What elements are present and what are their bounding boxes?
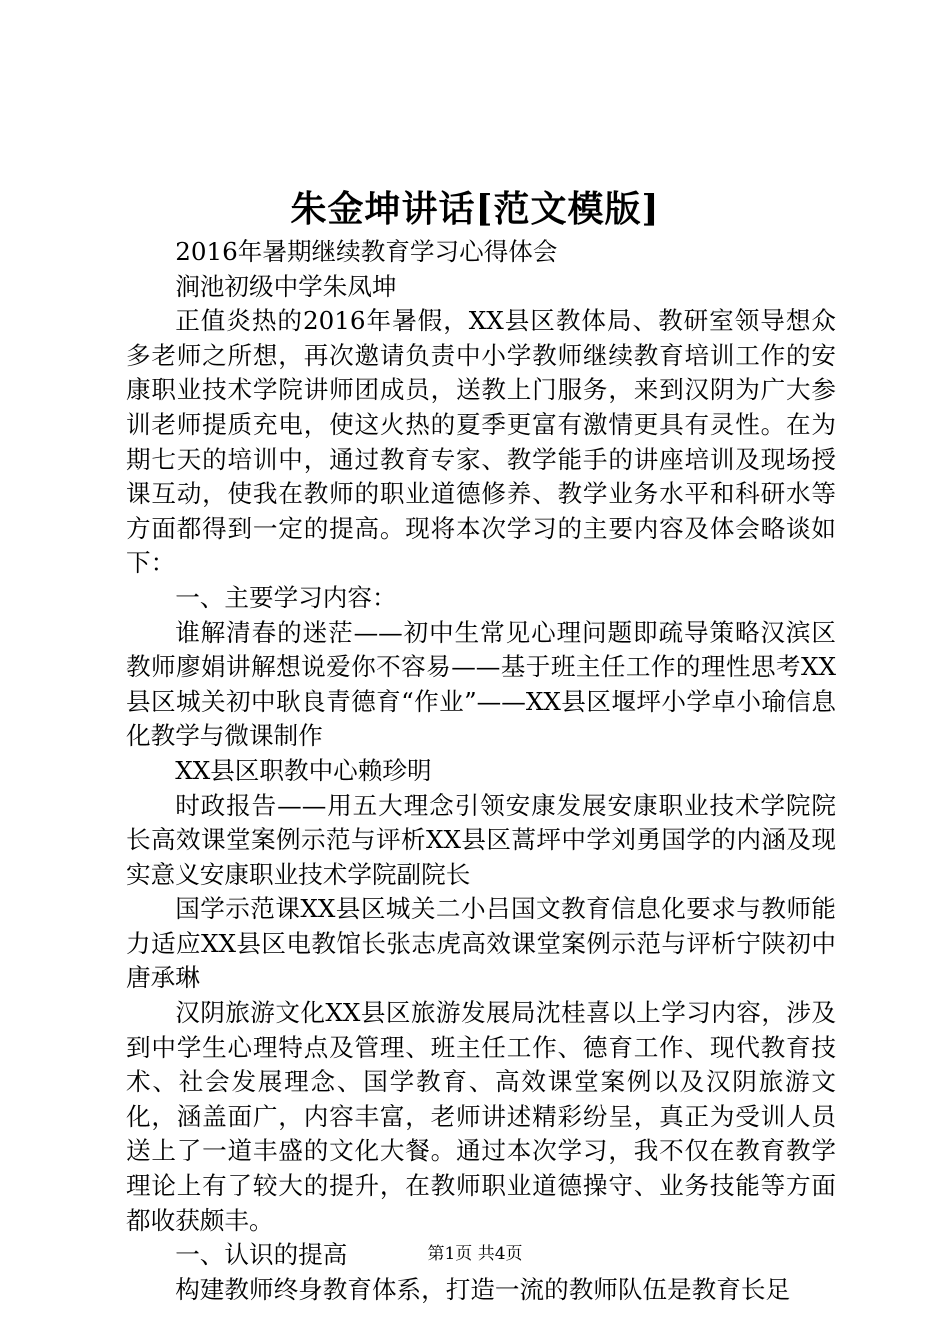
paragraph-topics-4: 国学示范课XX县区城关二小吕国文教育信息化要求与教师能力适应XX县区电教馆长张志虎高效课堂案例示范与评析宁陕初中唐承琳	[126, 894, 836, 993]
paragraph-topics-1: 谁解清春的迷茫——初中生常见心理问题即疏导策略汉滨区教师廖娟讲解想说爱你不容易——基于班主任工作的理性思考XX县区城关初中耿良青德育“作业”——XX县区堰坪小学卓小瑜信息化教学与微课制作	[126, 617, 836, 751]
paragraph-topics-3: 时政报告——用五大理念引领安康发展安康职业技术学院院长高效课堂案例示范与评析XX县区蒿坪中学刘勇国学的内涵及现实意义安康职业技术学院副院长	[126, 790, 836, 889]
paragraph-heading-content: 一、主要学习内容：	[175, 582, 397, 612]
document-title: 朱金坤讲话[范文模版]	[290, 188, 660, 230]
paragraph-summary: 汉阴旅游文化XX县区旅游发展局沈桂喜以上学习内容，涉及到中学生心理特点及管理、班主任工作、德育工作、现代教育技术、社会发展理念、国学教育、高效课堂案例以及汉阴旅游文化，涵盖面广，内容丰富，老师讲述精彩纷呈，真正为受训人员送上了一道丰盛的文化大餐。通过本次学习，我不仅在教育教学理论上有了较大的提升，在教师职业道德操守、业务技能等方面都收获颇丰。	[126, 998, 836, 1235]
paragraph-recognition: 构建教师终身教育体系，打造一流的教师队伍是教育长足	[175, 1274, 791, 1304]
paragraph-intro: 正值炎热的2016年暑假，XX县区教体局、教研室领导想众多老师之所想，再次邀请负责中小学教师继续教育培训工作的安康职业技术学院讲师团成员，送教上门服务，来到汉阴为广大参训老师提质充电，使这火热的夏季更富有激情更具有灵性。在为期七天的培训中，通过教育专家、教学能手的讲座培训及现场授课互动，使我在教师的职业道德修养、教学业务水平和科研水等方面都得到一定的提高。现将本次学习的主要内容及体会略谈如下：	[126, 306, 836, 578]
paragraph-topics-2: XX县区职教中心赖珍明	[175, 755, 432, 785]
document-body	[126, 235, 836, 1307]
paragraph-subtitle: 2016年暑期继续教育学习心得体会	[175, 237, 558, 266]
paragraph-author: 涧池初级中学朱凤坤	[175, 271, 397, 301]
page-number-footer: 第1页 共4页	[427, 1244, 523, 1264]
paragraph-heading-recognition: 一、认识的提高	[175, 1240, 348, 1270]
